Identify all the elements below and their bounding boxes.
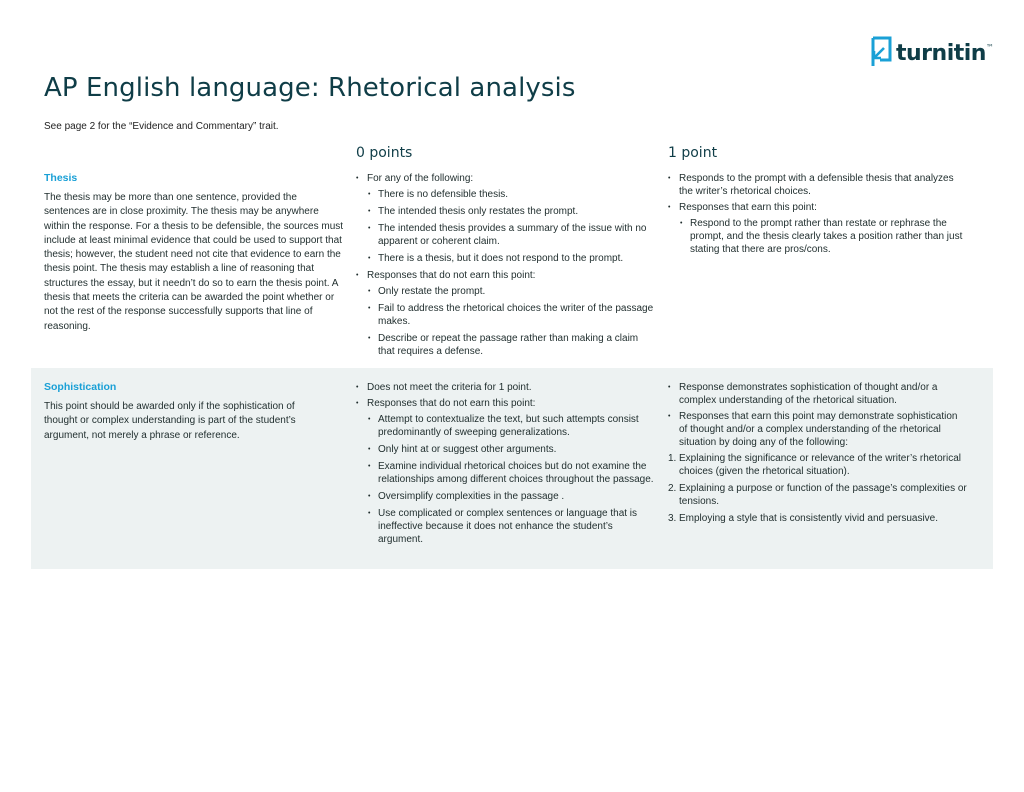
list-item: • The intended thesis only restates the prompt. <box>367 205 656 218</box>
criterion-title: Sophistication <box>44 381 117 393</box>
list-item: • Responds to the prompt with a defensible thesis that analyzes the writer’s rhetorical choices. <box>668 172 968 198</box>
numbered-item: 2. Explaining a purpose or function of the passage’s complexities or tensions. <box>668 483 967 507</box>
list-item: • Responses that do not earn this point: • Only restate the prompt. • Fail to address the rhetorical choices the writer of the passage makes. • Describe or repeat the passage rather than making a claim that requires a defense. <box>356 269 656 358</box>
trait-note: See page 2 for the “Evidence and Commentary” trait. <box>44 121 279 132</box>
one-point-cell <box>668 172 968 260</box>
zero-points-cell <box>356 172 656 362</box>
turnitin-logo <box>870 36 993 70</box>
rubric-row-sophistication <box>31 368 993 569</box>
criterion-cell <box>44 381 329 443</box>
list-item: • Describe or repeat the passage rather than making a claim that requires a defense. <box>367 332 656 358</box>
zero-points-cell <box>356 381 656 550</box>
list-item: • Only restate the prompt. <box>367 285 656 298</box>
criterion-description: This point should be awarded only if the sophistication of thought or complex understanding is part of the student’s argument, not merely a phrase or reference. <box>44 401 296 441</box>
criterion-cell <box>44 172 344 334</box>
list-item: • There is a thesis, but it does not respond to the prompt. <box>367 252 656 265</box>
list-item: • Attempt to contextualize the text, but such attempts consist predominantly of sweeping generalizations. <box>367 413 656 439</box>
list-item: • Only hint at or suggest other arguments. <box>367 443 656 456</box>
rubric-row-thesis <box>31 168 993 368</box>
numbered-item: 1. Explaining the significance or relevance of the writer’s rhetorical choices (given the rhetorical situation). <box>668 453 961 477</box>
list-item: • Oversimplify complexities in the passage . <box>367 490 656 503</box>
column-header-1-point: 1 point <box>668 145 718 161</box>
list-item: • There is no defensible thesis. <box>367 188 656 201</box>
list-item: • Responses that earn this point: • Respond to the prompt rather than restate or rephrase the prompt, and the thesis clearly takes a position rather than just stating that there are pros/cons. <box>668 201 968 256</box>
criterion-title: Thesis <box>44 172 78 184</box>
list-item: • Responses that earn this point may demonstrate sophistication of thought and/or a complex understanding of the rhetorical situation by doing any of the following: <box>668 410 968 449</box>
list-item: • Responses that do not earn this point: • Attempt to contextualize the text, but such attempts consist predominantly of sweeping generalizations. • Only hint at or suggest other arguments. • Examine individual rhetorical choices but do not examine the relationships among different choices throughout the passage. • Oversimplify complexities in the passage . • Use complicated or complex sentences or language that is ineffective because it does not enhance the student’s argument. <box>356 397 656 546</box>
page-title: AP English language: Rhetorical analysis <box>44 73 576 103</box>
list-item: • The intended thesis provides a summary of the issue with no apparent or coherent claim. <box>367 222 656 248</box>
one-point-cell <box>668 381 968 529</box>
turnitin-mark-icon <box>870 36 892 70</box>
list-item: • Respond to the prompt rather than restate or rephrase the prompt, and the thesis clearly takes a position rather than just stating that there are pros/cons. <box>679 217 968 256</box>
list-item: • Examine individual rhetorical choices but do not examine the relationships among different choices throughout the passage. <box>367 460 656 486</box>
numbered-item: 3. Employing a style that is consistently vivid and persuasive. <box>668 513 939 524</box>
brand-name: turnitin™ <box>896 40 994 66</box>
list-item: • Use complicated or complex sentences or language that is ineffective because it does not enhance the student’s argument. <box>367 507 656 546</box>
list-item: • For any of the following: • There is no defensible thesis. • The intended thesis only restates the prompt. • The intended thesis provides a summary of the issue with no apparent or coherent claim. • There is a thesis, but it does not respond to the prompt. <box>356 172 656 265</box>
list-item: • Fail to address the rhetorical choices the writer of the passage makes. <box>367 302 656 328</box>
criterion-description: The thesis may be more than one sentence, provided the sentences are in close proximity. The thesis may be anywhere within the response. For a thesis to be defensible, the sources must include at least minimal evidence that could be used to support that thesis; however, the student need not cite that evidence to earn the thesis point. The thesis may establish a line of reasoning that structures the essay, but it needn’t do so to earn the thesis point. A thesis that meets the criteria can be awarded the point whether or not the rest of the response successfully supports that line of reasoning. <box>44 192 344 332</box>
list-item: • Response demonstrates sophistication of thought and/or a complex understanding of the rhetorical situation. <box>668 381 968 407</box>
column-header-0-points: 0 points <box>356 145 413 161</box>
list-item: • Does not meet the criteria for 1 point. <box>356 381 656 394</box>
